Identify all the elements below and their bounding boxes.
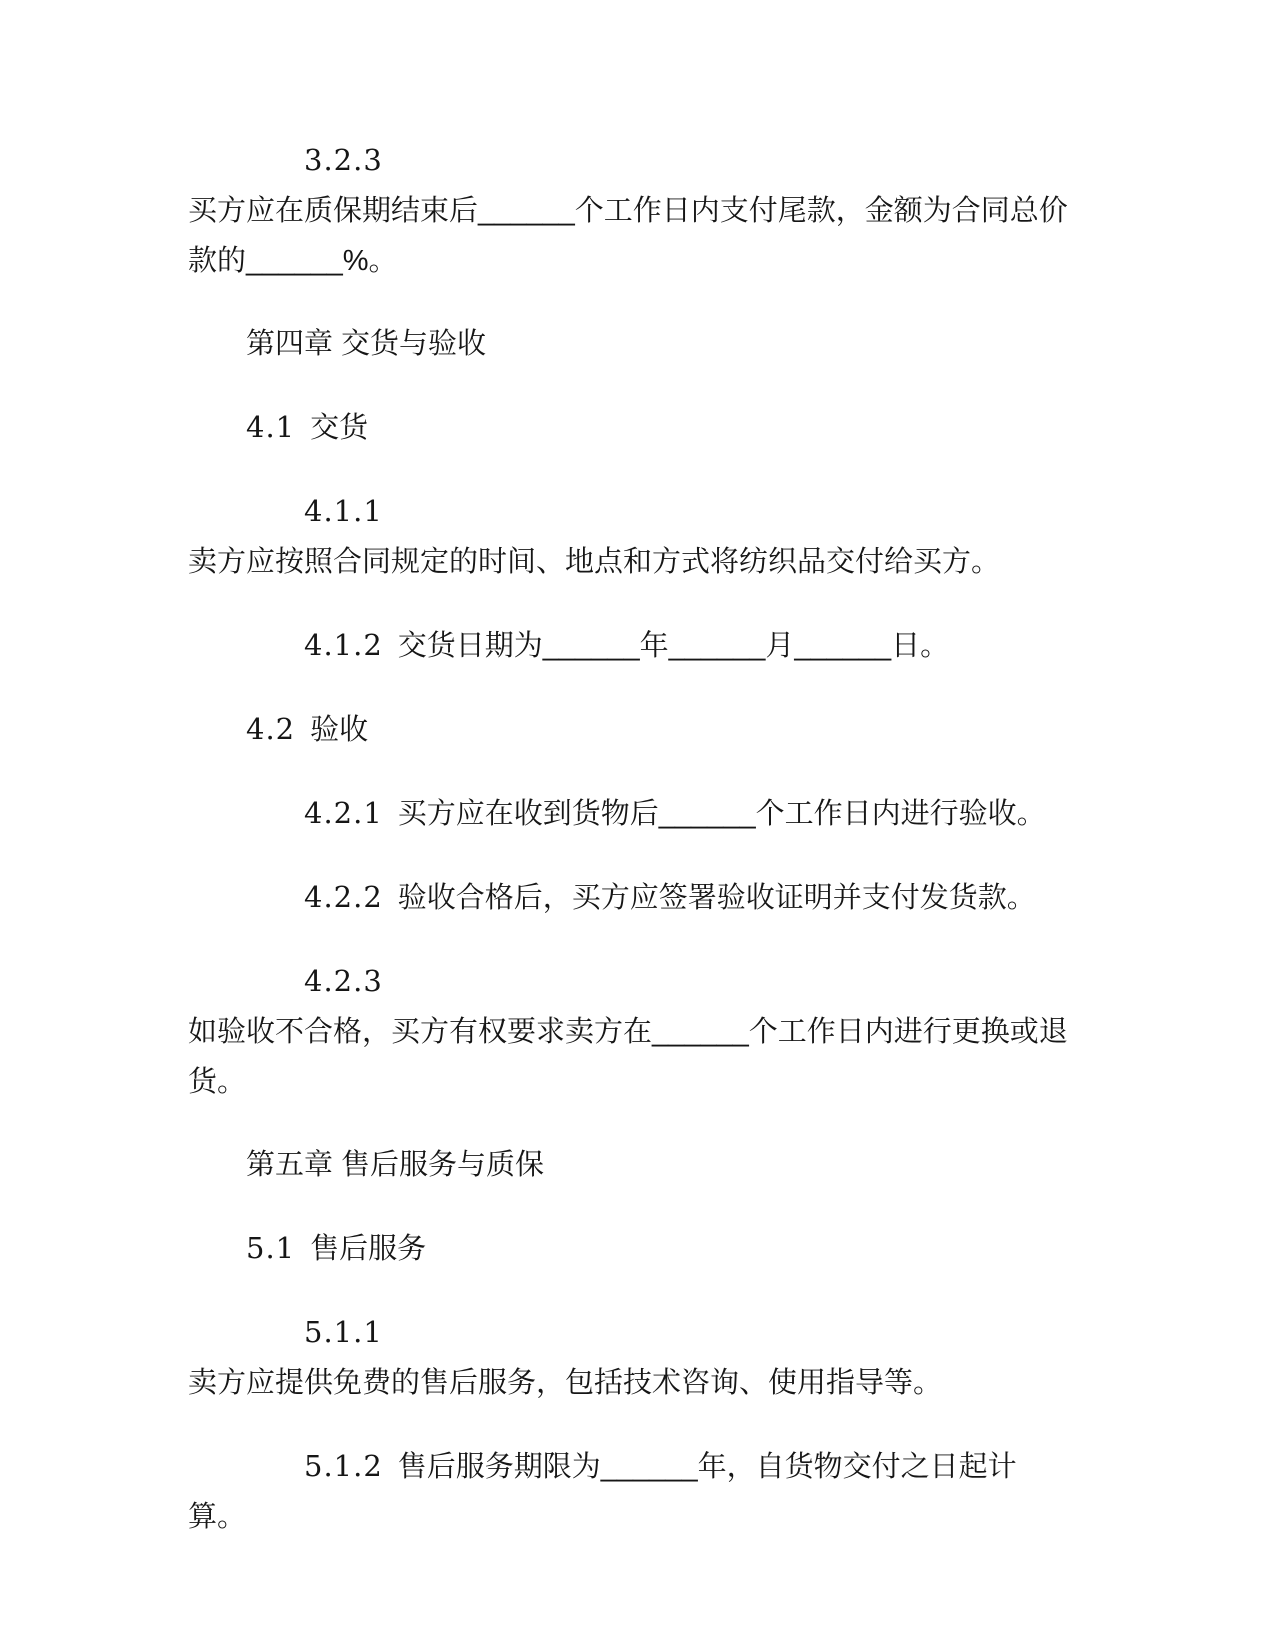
clause-number-label: 4.2 bbox=[246, 712, 296, 746]
paragraph-text: 售后服务 bbox=[310, 1233, 427, 1265]
paragraph-text: 验收合格后，买方应签署验收证明并支付发货款。 bbox=[397, 882, 1036, 914]
chapter-heading bbox=[188, 1140, 1072, 1190]
clause-number bbox=[188, 486, 1072, 537]
clause-number-label: 4.2.2 bbox=[304, 880, 383, 914]
clause-number-label: 5.1 bbox=[246, 1231, 296, 1265]
clause-number-label: 4.2.3 bbox=[304, 964, 383, 998]
paragraph-text: 买方应在质保期结束后______个工作日内支付尾款，金额为合同总价款的______%。 bbox=[188, 195, 1068, 277]
body-paragraph bbox=[188, 1007, 1072, 1107]
clause-number-label: 5.1.2 bbox=[304, 1449, 383, 1483]
paragraph-text: 卖方应提供免费的售后服务，包括技术咨询、使用指导等。 bbox=[188, 1367, 943, 1399]
body-paragraph bbox=[188, 186, 1072, 286]
body-paragraph bbox=[188, 537, 1072, 587]
clause-number-label: 4.1 bbox=[246, 410, 296, 444]
clause-number-label: 3.2.3 bbox=[304, 143, 383, 177]
paragraph-text: 第五章 售后服务与质保 bbox=[246, 1149, 545, 1181]
section-heading bbox=[188, 402, 1072, 453]
paragraph-text: 第四章 交货与验收 bbox=[246, 328, 487, 360]
clause-number-label: 5.1.1 bbox=[304, 1315, 383, 1349]
clause-paragraph bbox=[188, 1441, 1072, 1542]
clause-number bbox=[188, 1307, 1072, 1358]
document-body bbox=[188, 135, 1072, 1542]
paragraph-text: 交货日期为______年______月______日。 bbox=[397, 630, 950, 662]
body-paragraph bbox=[188, 1358, 1072, 1408]
clause-number-label: 4.1.1 bbox=[304, 494, 383, 528]
paragraph-text: 卖方应按照合同规定的时间、地点和方式将纺织品交付给买方。 bbox=[188, 546, 1001, 578]
clause-paragraph bbox=[188, 872, 1072, 923]
clause-paragraph bbox=[188, 620, 1072, 671]
section-heading bbox=[188, 1223, 1072, 1274]
chapter-heading bbox=[188, 319, 1072, 369]
paragraph-text: 验收 bbox=[310, 714, 369, 746]
clause-number bbox=[188, 135, 1072, 186]
section-heading bbox=[188, 704, 1072, 755]
clause-paragraph bbox=[188, 788, 1072, 839]
paragraph-text: 买方应在收到货物后______个工作日内进行验收。 bbox=[397, 798, 1046, 830]
paragraph-text: 如验收不合格，买方有权要求卖方在______个工作日内进行更换或退货。 bbox=[188, 1016, 1068, 1098]
clause-number-label: 4.1.2 bbox=[304, 628, 383, 662]
clause-number-label: 4.2.1 bbox=[304, 796, 383, 830]
paragraph-text: 交货 bbox=[310, 412, 369, 444]
paragraph-text: 售后服务期限为______年，自货物交付之日起计算。 bbox=[188, 1451, 1017, 1533]
clause-number bbox=[188, 956, 1072, 1007]
